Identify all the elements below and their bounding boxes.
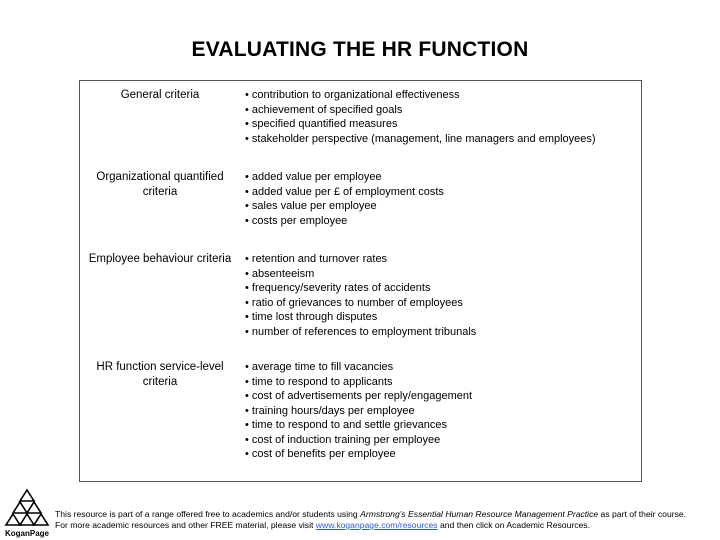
footer-text: and then click on Academic Resources. <box>437 520 590 530</box>
list-item: • costs per employee <box>245 214 640 229</box>
list-item: • number of references to employment tribunals <box>245 325 640 340</box>
list-item: • time to respond to and settle grievances <box>245 418 640 433</box>
list-item: • added value per employee <box>245 170 640 185</box>
logo-text: KoganPage <box>4 529 49 538</box>
list-item: • cost of induction training per employee <box>245 433 640 448</box>
list-item: • cost of benefits per employee <box>245 447 640 462</box>
criteria-table <box>79 80 642 482</box>
list-item: • achievement of specified goals <box>245 103 640 118</box>
footer-text: as part of their course. <box>598 509 687 519</box>
kogan-page-logo-icon <box>2 487 52 531</box>
list-item: • cost of advertisements per reply/engagement <box>245 389 640 404</box>
criteria-label: General criteria <box>120 89 200 101</box>
footer-text: This resource is part of a range offered free to academics and/or students using <box>55 509 361 519</box>
list-item: • absenteeism <box>245 267 640 282</box>
list-item: • time to respond to applicants <box>245 375 640 390</box>
criteria-list <box>245 245 640 339</box>
list-item: • time lost through disputes <box>245 310 640 325</box>
criteria-list <box>245 163 640 228</box>
list-item: • training hours/days per employee <box>245 404 640 419</box>
page-title: EVALUATING THE HR FUNCTION <box>191 38 529 61</box>
criteria-list <box>245 353 640 462</box>
resources-link[interactable]: www.koganpage.com/resources <box>315 520 438 530</box>
list-item: • specified quantified measures <box>245 117 640 132</box>
criteria-label: Organizational quantified criteria <box>96 171 224 198</box>
criteria-label: Employee behaviour criteria <box>88 253 232 265</box>
kogan-page-logo[interactable] <box>2 487 52 540</box>
list-item: • retention and turnover rates <box>245 252 640 267</box>
criteria-label: HR function service-level criteria <box>96 361 224 388</box>
list-item: • average time to fill vacancies <box>245 360 640 375</box>
list-item: • frequency/severity rates of accidents <box>245 281 640 296</box>
footer-line-1 <box>55 509 720 520</box>
footer-line-2 <box>55 520 720 531</box>
list-item: • ratio of grievances to number of employees <box>245 296 640 311</box>
footer-note <box>55 509 720 531</box>
list-item: • contribution to organizational effectiveness <box>245 88 640 103</box>
list-item: • added value per £ of employment costs <box>245 185 640 200</box>
list-item: • stakeholder perspective (management, line managers and employees) <box>245 132 640 147</box>
criteria-list <box>245 81 640 146</box>
footer-text: For more academic resources and other FREE material, please visit <box>55 520 316 530</box>
list-item: • sales value per employee <box>245 199 640 214</box>
book-title: Armstrong's Essential Human Resource Management Practice <box>360 509 599 519</box>
